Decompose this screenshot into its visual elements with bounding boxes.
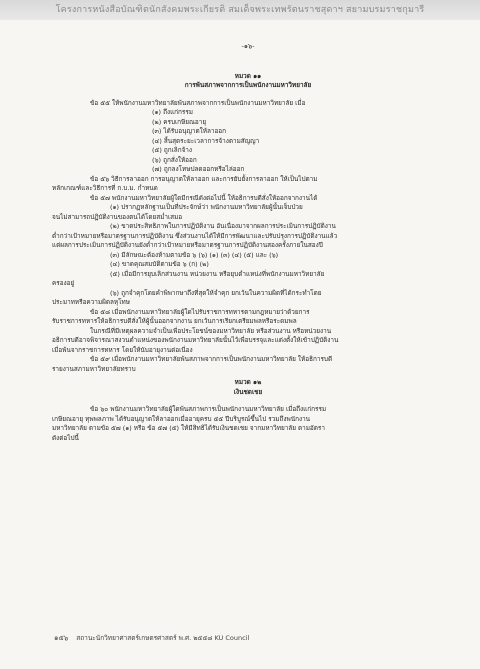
section-58-cont: อธิการบดีอาจพิจารณาสงวนตำแหน่งของพนักงานมหาวิทยาลัยนั้นไว้เพื่อบรรจุและแต่งตั้งให้เข้าปฏิบัติงาน (52, 336, 339, 344)
section-57-item: (๑) ปรากฏหลักฐานเป็นที่ประจักษ์ว่า พนักงานมหาวิทยาลัยผู้นั้นเจ็บป่วย (110, 203, 303, 211)
section-57: ข้อ ๕๗ พนักงานมหาวิทยาลัยผู้ใดมีกรณีดังต่อไปนี้ ให้อธิการบดีสั่งให้ออกจากงานได้ (90, 193, 318, 202)
section-55-item: (๑) ถึงแก่กรรม (152, 108, 193, 116)
section-59: ข้อ ๕๙ เมื่อพนักงานมหาวิทยาลัยพ้นสภาพจากการเป็นพนักงานมหาวิทยาลัย ให้อธิการบดี (90, 355, 333, 363)
section-60-cont: เกษียณอายุ ทุพพลภาพ ได้รับอนุญาตให้ลาออกเมื่ออายุครบ ๕๕ ปีบริบูรณ์ขึ้นไป รวมถึงพนักงาน (52, 414, 311, 423)
chapter-11-title: หมวด ๑๑ (234, 71, 262, 80)
chapter-12-title: หมวด ๑๒ (234, 378, 262, 386)
section-57-item-cont: ประมาทหรือความผิดลหุโทษ (52, 298, 130, 306)
section-57-item: (๕) เมื่อมีการยุบเลิกส่วนงาน หน่วยงาน หรือยุบตำแหน่งที่พนักงานมหาวิทยาลัย (110, 269, 325, 278)
section-57-item-cont: แต่ผลการประเมินการปฏิบัติงานยังต่ำกว่าเป้าหมายหรือมาตรฐานการปฏิบัติงานสองครั้งภายในสองปี (52, 241, 323, 249)
section-57-item-cont: ต่ำกว่าเป้าหมายหรือมาตรฐานการปฏิบัติงาน ซึ่งส่วนงานได้ให้มีการพัฒนาและปรับปรุงการปฏิบัติงานแล้ว (52, 231, 338, 240)
section-58-cont: เมื่อพ้นจากราชการทหาร โดยให้นับอายุงานต่อเนื่อง (52, 345, 193, 354)
section-57-item-cont: ครองอยู่ (52, 279, 75, 287)
section-57-item-cont: จนไม่สามารถปฏิบัติงานของตนได้โดยสม่ำเสมอ (52, 212, 183, 221)
section-57-item: (๖) ถูกจำคุกโดยคำพิพากษาถึงที่สุดให้จำคุก ยกเว้นในความผิดที่ได้กระทำโดย (110, 288, 322, 297)
section-59-cont: รายงานสภามหาวิทยาลัยทราบ (52, 364, 136, 373)
section-55-item: (๒) ครบเกษียณอายุ (152, 117, 207, 126)
document-page (52, 34, 444, 443)
section-60-cont: มหาวิทยาลัย ตามข้อ ๕๗ (๑) หรือ ข้อ ๕๗ (๕) ให้มีสิทธิได้รับเงินชดเชย จากมหาวิทยาลัย ตามอัตรา (52, 424, 325, 432)
chapter-12-subtitle: เงินชดเชย (233, 387, 263, 396)
section-55-item: (๖) ถูกสั่งให้ออก (152, 155, 197, 164)
page-number-top: -๑๖- (241, 42, 255, 50)
section-58: ข้อ ๕๘ เมื่อพนักงานมหาวิทยาลัยผู้ใดไปรับราชการทหารตามกฎหมายว่าด้วยการ (90, 307, 310, 316)
section-57-item: (๔) ขาดคุณสมบัติตามข้อ ๖ (ก) (๒) (110, 260, 209, 268)
section-58-cont: รับราชการทหารให้อธิการบดีสั่งให้ผู้นั้นออกจากงาน ยกเว้นการเรียกเตรียมพลหรือระดมพล (52, 317, 297, 325)
header-banner: โครงการหนังสือบัณฑิตนักสังคมพระเกียรติ สมเด็จพระเทพรัตนราชสุดาฯ สยามบรมราชกุมารี (0, 0, 480, 20)
section-60: ข้อ ๖๐ พนักงานมหาวิทยาลัยผู้ใดพ้นสภาพการเป็นพนักงานมหาวิทยาลัย เมื่อถึงแก่กรรม (90, 405, 327, 413)
section-55-item: (๗) ถูกลงโทษปลดออกหรือไล่ออก (152, 165, 245, 173)
section-60-cont: ดังต่อไปนี้ (52, 433, 79, 442)
page-footer (54, 633, 454, 644)
footer-text: สถานะนักวิทยาศาสตร์เกษตรศาสตร์ พ.ศ. ๒๕๕๘ KU Council (76, 634, 250, 642)
section-55-item: (๓) ได้รับอนุญาตให้ลาออก (152, 127, 227, 135)
footer-page-number: ๑๕๖ (54, 634, 69, 642)
section-57-item: (๓) มีลักษณะต้องห้ามตามข้อ ๖ (๖) (๑) (๓) (๔) (๕) และ (๖) (110, 250, 279, 259)
section-55-item: (๔) สิ้นสุดระยะเวลาการจ้างตามสัญญา (152, 136, 260, 145)
chapter-11-subtitle: การพ้นสภาพจากการเป็นพนักงานมหาวิทยาลัย (184, 81, 312, 89)
section-56-cont: หลักเกณฑ์และวิธีการที่ ก.บ.ม. กำหนด (52, 184, 158, 192)
section-57-item: (๒) ขาดประสิทธิภาพในการปฏิบัติงาน อันเนื่องมาจากผลการประเมินการปฏิบัติงาน (110, 222, 336, 230)
section-55: ข้อ ๕๕ ให้พนักงานมหาวิทยาลัยพ้นสภาพจากการเป็นพนักงานมหาวิทยาลัย เมื่อ (90, 98, 306, 107)
section-56: ข้อ ๕๖ วิธีการลาออก การอนุญาตให้ลาออก และการยับยั้งการลาออก ให้เป็นไปตาม (90, 174, 318, 183)
section-55-item: (๕) ถูกเลิกจ้าง (152, 146, 193, 154)
section-58-para2: ในกรณีที่มีเหตุผลความจำเป็นเพื่อประโยชน์ของมหาวิทยาลัย หรือส่วนงาน หรือหน่วยงาน (90, 326, 332, 335)
